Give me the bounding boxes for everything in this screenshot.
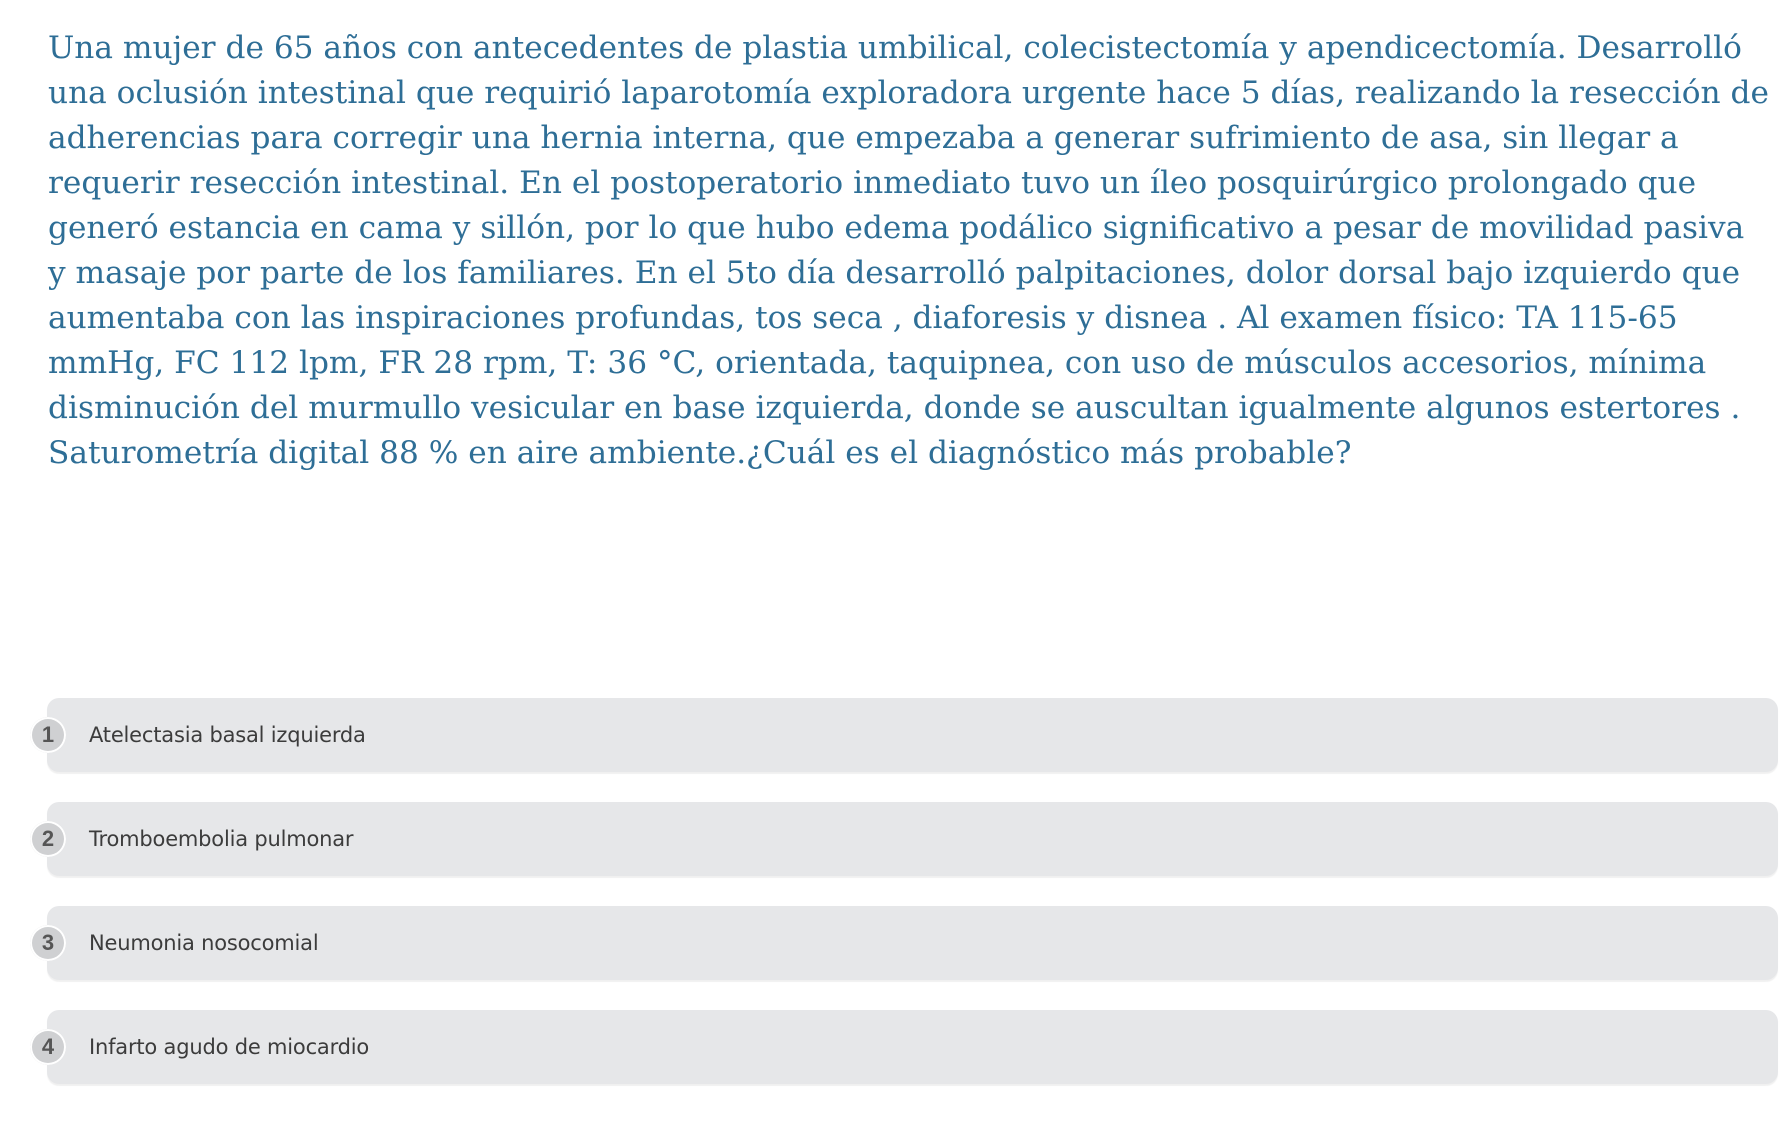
question-line: y masaje por parte de los familiares. En el 5to día desarrolló palpitaciones, dolor dorsal bajo izquierdo que [48, 255, 1741, 291]
answer-option-3[interactable] [30, 906, 1780, 980]
option-number-badge: 4 [30, 1029, 66, 1065]
answer-option-4[interactable] [30, 1010, 1780, 1084]
question-line: Una mujer de 65 años con antecedentes de plastia umbilical, colecistectomía y apendicectomía. Desarrolló [48, 30, 1742, 66]
question-line: Saturometría digital 88 % en aire ambiente.¿Cuál es el diagnóstico más probable? [48, 435, 1352, 471]
answer-option-1[interactable] [30, 698, 1780, 772]
question-text [48, 26, 1788, 476]
option-number-badge: 2 [30, 821, 66, 857]
answer-options [30, 698, 1780, 1114]
question-line: generó estancia en cama y sillón, por lo que hubo edema podálico significativo a pesar de movilidad pasiva [48, 210, 1745, 246]
question-line: mmHg, FC 112 lpm, FR 28 rpm, T: 36 °C, orientada, taquipnea, con uso de músculos accesorios, mínima [48, 345, 1707, 381]
question-line: adherencias para corregir una hernia interna, que empezaba a generar sufrimiento de asa, sin llegar a [48, 120, 1679, 156]
option-label: Neumonia nosocomial [89, 931, 319, 955]
option-number-badge: 3 [30, 925, 66, 961]
option-number-badge: 1 [30, 717, 66, 753]
option-label: Atelectasia basal izquierda [89, 723, 366, 747]
question-line: una oclusión intestinal que requirió laparotomía exploradora urgente hace 5 días, realizando la resección de [48, 75, 1769, 111]
question-line: disminución del murmullo vesicular en base izquierda, donde se auscultan igualmente algunos estertores . [48, 390, 1741, 426]
answer-option-2[interactable] [30, 802, 1780, 876]
question-line: aumentaba con las inspiraciones profundas, tos seca , diaforesis y disnea . Al examen físico: TA 115-65 [48, 300, 1678, 336]
question-line: requerir resección intestinal. En el postoperatorio inmediato tuvo un íleo posquirúrgico prolongado que [48, 165, 1697, 201]
option-label: Tromboembolia pulmonar [89, 827, 354, 851]
option-label: Infarto agudo de miocardio [89, 1035, 370, 1059]
